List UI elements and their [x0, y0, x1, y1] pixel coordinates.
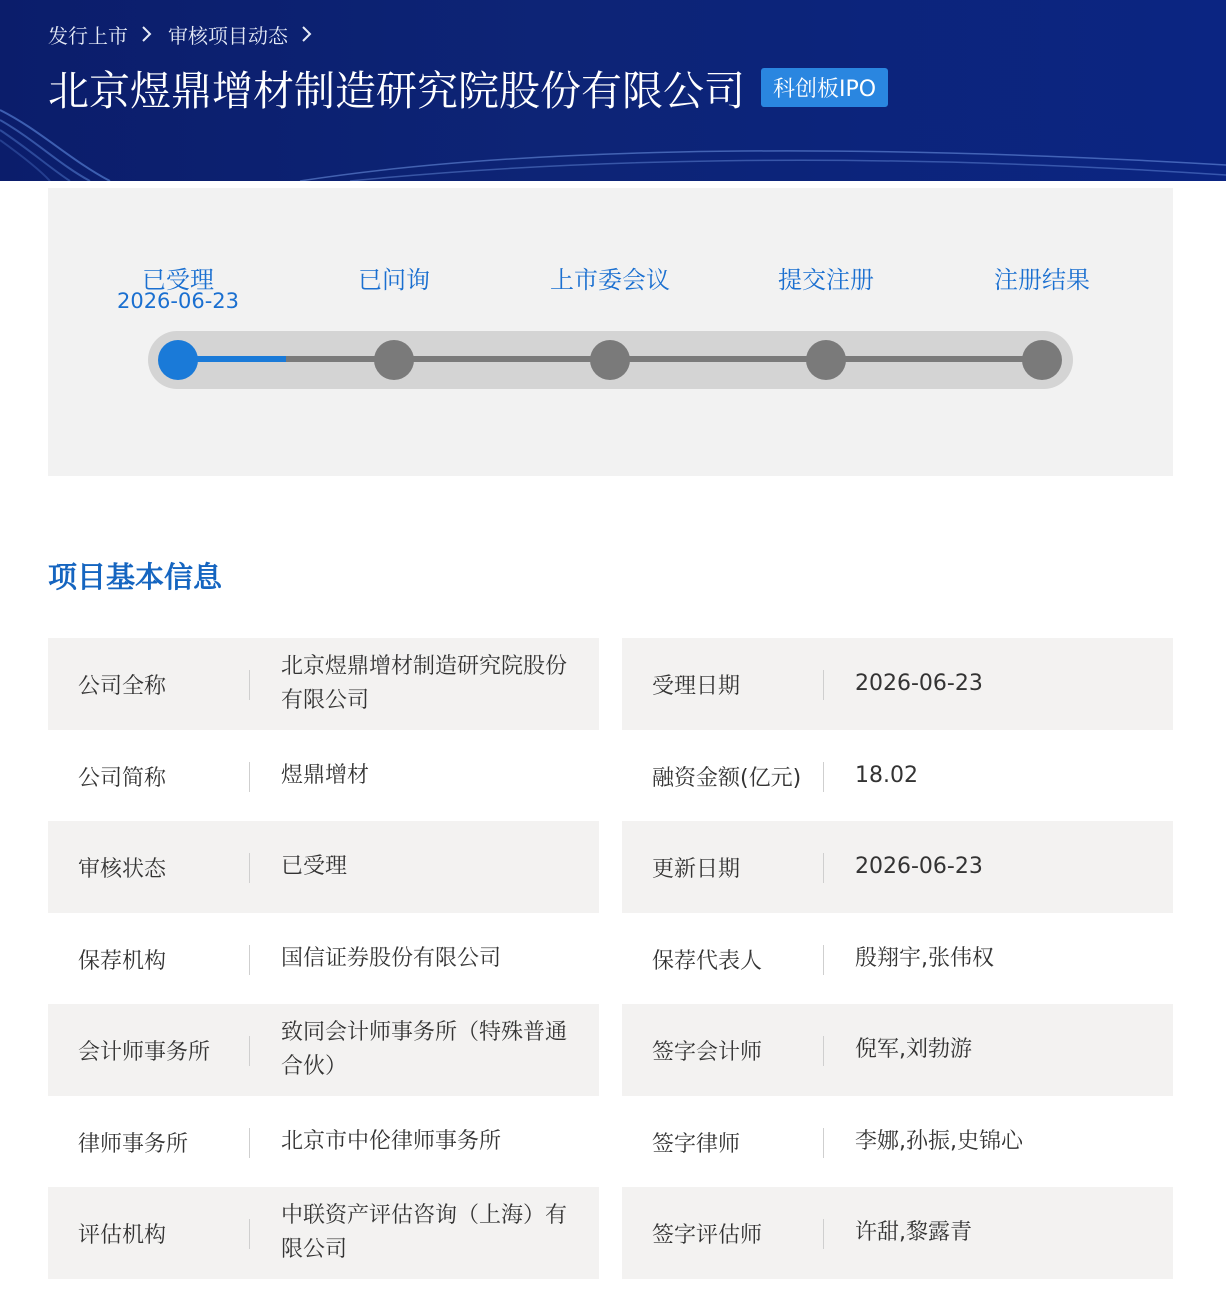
info-value: 许甜,黎露青: [855, 1220, 972, 1245]
info-row-company-full-name: [48, 638, 599, 730]
info-label: 评估机构: [78, 1222, 167, 1248]
page-header: [0, 0, 1226, 181]
info-row-review-status: [48, 821, 599, 913]
info-value: 煜鼎增材: [281, 763, 370, 788]
breadcrumb-item-review[interactable]: 审核项目动态: [168, 23, 288, 48]
info-label: 签字评估师: [652, 1222, 763, 1248]
info-row-company-short-name: [48, 730, 599, 822]
info-label: 更新日期: [652, 856, 741, 882]
step-label-registration: 提交注册: [778, 266, 874, 294]
board-badge: 科创板IPO: [761, 68, 888, 107]
info-divider: [823, 945, 824, 975]
info-label: 审核状态: [78, 856, 167, 882]
info-value: 2026-06-23: [855, 671, 983, 696]
info-label: 公司全称: [78, 673, 167, 699]
step-label-accepted: 已受理: [142, 266, 214, 294]
info-value: 已受理: [281, 854, 348, 879]
section-title: 项目基本信息: [48, 560, 223, 594]
info-row-sponsor-reps: [622, 913, 1173, 1005]
info-value: 倪军,刘勃游: [855, 1037, 972, 1062]
info-divider: [249, 945, 250, 975]
info-divider: [249, 762, 250, 792]
review-progress: [48, 188, 1173, 476]
breadcrumb-item-listing[interactable]: 发行上市: [48, 23, 128, 48]
step-node-registration: [806, 340, 846, 380]
info-row-signing-appraisers: [622, 1187, 1173, 1279]
info-divider: [823, 1128, 824, 1158]
info-divider: [249, 1036, 250, 1066]
title-row: [48, 58, 888, 117]
info-label: 保荐机构: [78, 948, 167, 974]
info-row-sponsor: [48, 913, 599, 1005]
chevron-right-icon: [296, 23, 318, 45]
info-value: 18.02: [855, 763, 918, 788]
info-row-updated-date: [622, 821, 1173, 913]
info-label: 签字律师: [652, 1131, 741, 1157]
info-value: 殷翔宇,张伟权: [855, 946, 994, 971]
info-divider: [249, 1128, 250, 1158]
info-row-appraisal-firm: [48, 1187, 599, 1279]
step-node-committee: [590, 340, 630, 380]
info-label: 签字会计师: [652, 1039, 763, 1065]
info-label: 公司简称: [78, 765, 167, 791]
step-node-accepted: [158, 340, 198, 380]
info-row-law-firm: [48, 1096, 599, 1188]
step-date-accepted: 2026-06-23: [116, 289, 240, 313]
info-value: 李娜,孙振,史锦心: [855, 1129, 1023, 1154]
info-value: 中联资产评估咨询（上海）有限公司: [281, 1203, 568, 1262]
info-row-accounting-firm: [48, 1004, 599, 1096]
chevron-right-icon: [136, 23, 158, 45]
info-divider: [823, 762, 824, 792]
breadcrumb: [48, 20, 328, 48]
info-value: 北京煜鼎增材制造研究院股份有限公司: [281, 654, 568, 713]
page-title: 北京煜鼎增材制造研究院股份有限公司: [48, 67, 745, 115]
step-node-result: [1022, 340, 1062, 380]
info-label: 受理日期: [652, 673, 741, 699]
info-divider: [249, 853, 250, 883]
info-divider: [823, 670, 824, 700]
step-label-inquiry: 已问询: [358, 266, 430, 294]
info-value: 国信证券股份有限公司: [281, 946, 502, 971]
info-value: 北京市中伦律师事务所: [281, 1129, 502, 1154]
info-label: 融资金额(亿元): [652, 765, 802, 791]
info-label: 保荐代表人: [652, 948, 763, 974]
step-node-inquiry: [374, 340, 414, 380]
info-row-accepted-date: [622, 638, 1173, 730]
info-divider: [823, 1036, 824, 1066]
info-row-signing-accountants: [622, 1004, 1173, 1096]
info-row-financing-amount: [622, 730, 1173, 822]
info-label: 会计师事务所: [78, 1039, 211, 1065]
info-divider: [249, 670, 250, 700]
info-value: 致同会计师事务所（特殊普通合伙）: [281, 1020, 568, 1079]
info-divider: [823, 853, 824, 883]
info-value: 2026-06-23: [855, 854, 983, 879]
step-label-result: 注册结果: [994, 266, 1090, 294]
info-label: 律师事务所: [78, 1131, 189, 1157]
info-row-signing-lawyers: [622, 1096, 1173, 1188]
info-divider: [823, 1219, 824, 1249]
step-label-committee: 上市委会议: [550, 266, 670, 294]
info-divider: [249, 1219, 250, 1249]
